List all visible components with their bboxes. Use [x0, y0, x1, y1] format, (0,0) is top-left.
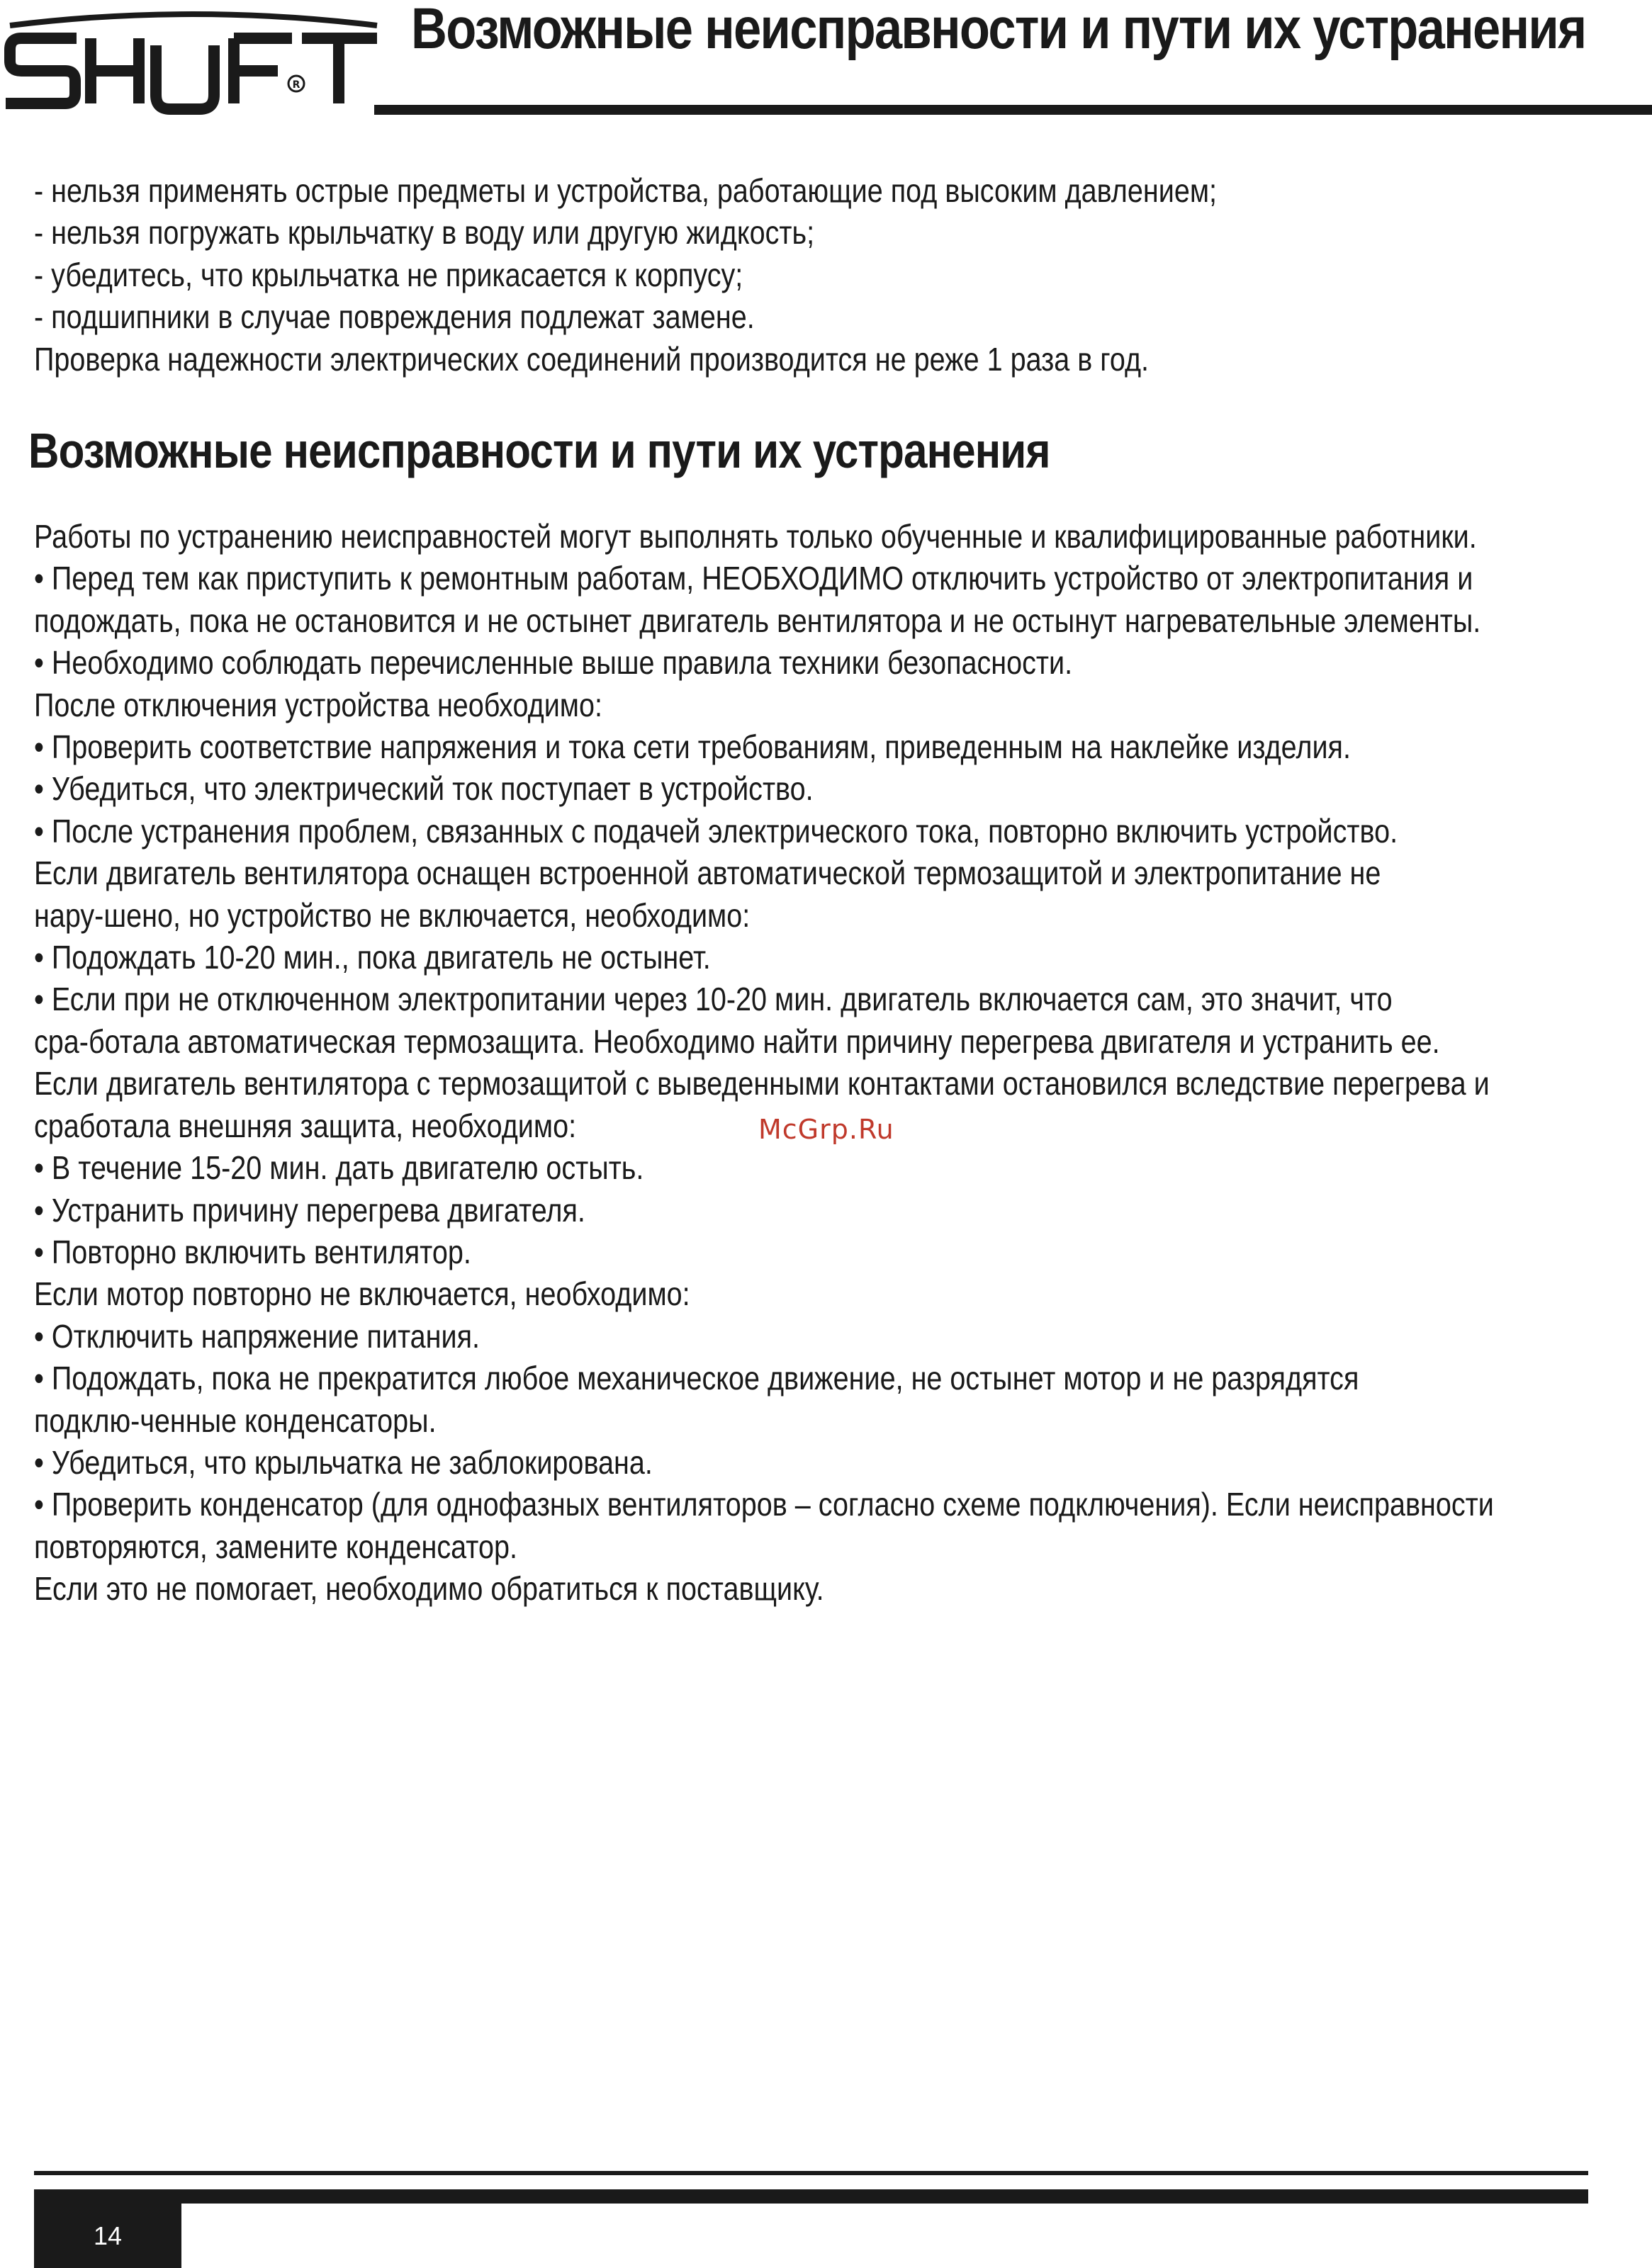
body-line: повторяются, замените конденсатор.	[34, 1528, 517, 1565]
intro-line: - убедитесь, что крыльчатка не прикасается к корпусу;	[34, 256, 743, 293]
body-line: • Проверить соответствие напряжения и тока сети требованиям, приведенным на наклейке изделия.	[34, 728, 1351, 766]
body-line: сработала внешняя защита, необходимо:	[34, 1107, 577, 1144]
body-line: Если это не помогает, необходимо обратиться к поставщику.	[34, 1570, 824, 1608]
svg-text:R: R	[292, 79, 300, 91]
body-line: сра-ботала автоматическая термозащита. Необходимо найти причину перегрева двигателя и устранить ее.	[34, 1022, 1440, 1060]
intro-line: - подшипники в случае повреждения подлежат замене.	[34, 298, 755, 336]
intro-line: - нельзя применять острые предметы и устройства, работающие под высоким давлением;	[34, 172, 1218, 209]
header-title: Возможные неисправности и пути их устранения	[411, 0, 1586, 61]
body-line: Если двигатель вентилятора оснащен встроенной автоматической термозащитой и электропитание не	[34, 854, 1381, 892]
section-title: Возможные неисправности и пути их устранения	[28, 423, 1050, 478]
body-line: • Необходимо соблюдать перечисленные выше правила техники безопасности.	[34, 644, 1073, 682]
body-line: подклю-ченные конденсаторы.	[34, 1401, 437, 1439]
body-line: • Устранить причину перегрева двигателя.	[34, 1191, 585, 1229]
body-line: нару-шено, но устройство не включается, необходимо:	[34, 896, 751, 934]
body-line: • Если при не отключенном электропитании через 10-20 мин. двигатель включается сам, это значит, что	[34, 981, 1393, 1018]
intro-line: Проверка надежности электрических соединений производится не реже 1 раза в год.	[34, 340, 1150, 378]
intro-block	[34, 170, 1586, 380]
page-number: 14	[34, 2204, 181, 2268]
body-line: • В течение 15-20 мин. дать двигателю остыть.	[34, 1149, 644, 1187]
shuft-logo	[0, 10, 383, 123]
body-line: • Перед тем как приступить к ремонтным работам, НЕОБХОДИМО отключить устройство от электропитания и	[34, 560, 1473, 597]
body-line: Если двигатель вентилятора с термозащитой с выведенными контактами остановился вследствие перегрева и	[34, 1065, 1490, 1102]
footer-rule	[34, 2171, 1588, 2175]
watermark: McGrp.Ru	[758, 1114, 894, 1145]
body-line: • Отключить напряжение питания.	[34, 1317, 481, 1355]
body-line: • Подождать 10-20 мин., пока двигатель не остынет.	[34, 939, 711, 976]
body-line: После отключения устройства необходимо:	[34, 686, 602, 723]
body-line: • Подождать, пока не прекратится любое механическое движение, не остынет мотор и не разрядятся	[34, 1360, 1359, 1397]
body-line: Работы по устранению неисправностей могут выполнять только обученные и квалифицированные работники.	[34, 518, 1477, 555]
body-line: Если мотор повторно не включается, необходимо:	[34, 1275, 690, 1313]
section-body	[34, 516, 1586, 1610]
body-line: • Убедиться, что крыльчатка не заблокирована.	[34, 1443, 653, 1481]
body-line: • Убедиться, что электрический ток поступает в устройство.	[34, 770, 814, 808]
intro-line: - нельзя погружать крыльчатку в воду или другую жидкость;	[34, 214, 815, 252]
body-line: • После устранения проблем, связанных с подачей электрического тока, повторно включить устройство.	[34, 812, 1398, 850]
footer-rule-thick	[34, 2189, 1588, 2204]
body-line: подождать, пока не остановится и не остынет двигатель вентилятора и не остынут нагревательные элементы.	[34, 602, 1481, 639]
header-rule	[374, 105, 1652, 115]
body-line: • Повторно включить вентилятор.	[34, 1233, 471, 1270]
body-line: • Проверить конденсатор (для однофазных вентиляторов – согласно схеме подключения). Если неисправности	[34, 1486, 1494, 1523]
